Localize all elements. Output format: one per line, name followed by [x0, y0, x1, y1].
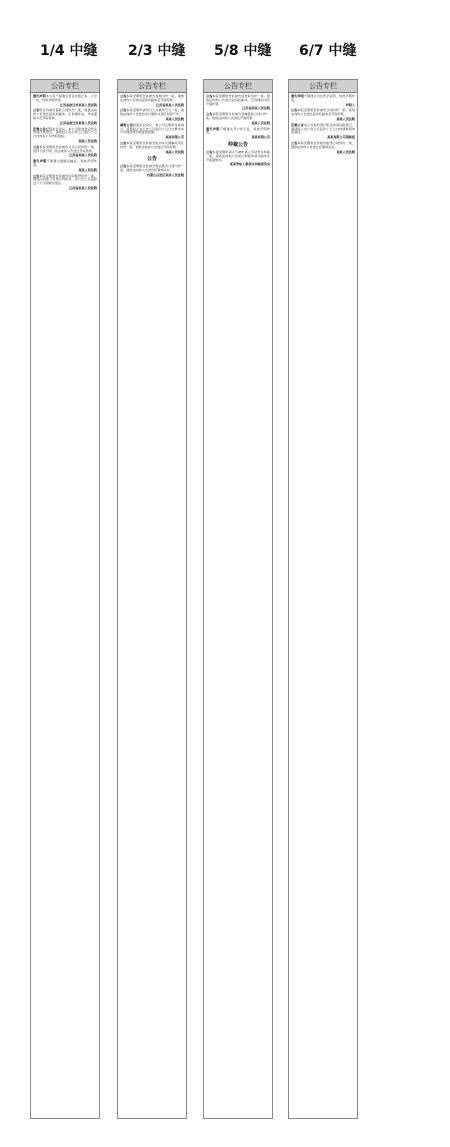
notice-text: 不慎遗失出生医学证明，特此声明作废。: [291, 94, 356, 102]
notice-signature: 某某劳动人事争议仲裁委员会: [229, 162, 270, 167]
notice-text: 本院受理原告诉被告离婚纠纷一案，现依法向你公告送达起诉状副本及开庭传票。: [120, 94, 185, 102]
notice-text: 本院受理原告诉被告机动车交通事故责任纠纷一案，现依法向你公告送达开庭传票。: [120, 140, 185, 149]
notice-text: 不慎遗失道路运输证，特此声明作废。: [33, 159, 98, 167]
notice-signature: 某某人民法院: [78, 138, 97, 143]
notice-text: 本院受理申请执行人与被执行人一案，现依法向你公告送达执行通知书及报告财产令。: [120, 108, 185, 117]
notice-text: 本院受理原告诉被告租赁合同纠纷一案，现依法向你公告送达民事判决书。: [291, 140, 356, 149]
notice-text: 本院受理原告诉被告买卖合同纠纷一案，因你下落不明，依法向你公告送达开庭传票。: [33, 144, 98, 153]
notice-paragraph: [291, 142, 355, 150]
notice-signature: 某某有限公司清算组: [327, 135, 355, 140]
notice-lead: 公告: [120, 140, 127, 145]
notice-text: 本委受理申请人与被申请人劳动争议仲裁一案，现依法向你公告送达仲裁申请书副本及开庭通知书。: [206, 149, 271, 162]
notice-paragraph: [33, 128, 97, 139]
notice-lead: 公告: [291, 140, 298, 145]
notice-signature: 某某人民法院: [251, 120, 270, 125]
notice-signature: 内蒙古自治区某某人民法院: [146, 172, 184, 177]
column-header: 公告专栏: [289, 80, 357, 93]
notice-lead: 公告: [120, 108, 127, 113]
notice-signature: 某某有限公司: [251, 135, 270, 140]
notice-paragraph: [206, 151, 270, 162]
notice-paragraph: [33, 109, 97, 120]
notice-signature: 声明人: [345, 102, 355, 107]
column-body: [118, 93, 186, 1118]
column-body: [31, 93, 99, 1118]
column-header: 公告专栏: [118, 80, 186, 93]
notice-paragraph: [33, 175, 97, 186]
notice-signature: 某某人民法院: [165, 149, 184, 154]
label-2-3: 2/3 中缝: [128, 43, 186, 59]
notice-signature: 某某人民法院: [165, 116, 184, 121]
column-1-4[interactable]: [30, 79, 100, 1119]
notice-text: 本公司拟向登记机关申请注销登记，请债权人自公告之日起四十五日内向清算组申报债权。: [291, 122, 356, 135]
notice-paragraph: [206, 95, 270, 106]
notice-signature: 某某人民法院: [336, 116, 355, 121]
notice-text: 本公司不慎遗失营业执照正本、公章一枚，特此声明作废。: [33, 94, 98, 102]
notice-lead: 遗失声明: [291, 94, 304, 98]
notice-lead: 注销公告: [33, 126, 46, 131]
notice-signature: 江苏省某某人民法院: [156, 102, 184, 107]
notice-text: 原告诉被告借款合同纠纷一案，现依法向你公告送达起诉状副本、应诉通知书、举证通知书及开庭传票。: [33, 108, 98, 120]
notice-signature: 某某人民法院: [78, 167, 97, 172]
column-5-8[interactable]: [203, 79, 273, 1119]
label-5-8: 5/8 中缝: [214, 43, 272, 59]
notice-lead: 公告: [120, 94, 127, 98]
column-body: [204, 93, 272, 1118]
column-header: 公告专栏: [204, 80, 272, 93]
label-1-4: 1/4 中缝: [40, 43, 98, 59]
notice-signature: 某某人民法院: [336, 149, 355, 154]
notice-text: 经股东会决议，本公司拟向登记机关申请注销登记，请债权人自公告之日起四十五日内向本公司申报债权。: [33, 126, 98, 139]
notice-lead: 公告: [33, 108, 40, 113]
label-6-7: 6/7 中缝: [299, 43, 357, 59]
notice-signature: 江苏省宿迁市某某人民法院: [59, 120, 97, 125]
notice-lead: 遗失声明: [206, 126, 220, 131]
notice-text: 经股东会决议，本公司注册资本拟减少，请债权人自公告之日起四十五日内要求本公司清偿债务或提供担保。: [120, 122, 185, 135]
notice-lead: 公告: [206, 112, 213, 117]
column-2-3[interactable]: [117, 79, 187, 1119]
notice-paragraph: [120, 142, 184, 150]
notice-lead: 公告: [33, 144, 40, 149]
column-header: 公告专栏: [31, 80, 99, 93]
notice-lead: 遗失声明: [33, 94, 46, 98]
notice-paragraph: [291, 124, 355, 135]
notice-paragraph: [33, 95, 97, 103]
notice-paragraph: [120, 109, 184, 117]
notice-text: 本院受理原告诉被告金融借款合同纠纷一案，现依法向你公告送达开庭传票。: [206, 112, 271, 120]
notice-paragraph: [206, 113, 270, 121]
notice-lead: 公告: [206, 94, 213, 98]
notice-lead: 公告: [206, 149, 213, 154]
notice-paragraph: [291, 109, 355, 117]
notice-lead: 注销公告: [291, 122, 304, 127]
notice-signature: 江苏省某某人民法院: [242, 106, 270, 111]
section-title: 公告: [146, 156, 157, 163]
notice-lead: 遗失声明: [33, 159, 47, 164]
notice-paragraph: [33, 160, 97, 168]
notice-signature: 江苏省某某人民法院: [69, 153, 97, 158]
section-title: 仲裁公告: [227, 141, 248, 148]
notice-paragraph: [120, 95, 184, 103]
notice-signature: 江苏省宿迁市某某人民法院: [59, 102, 97, 107]
notice-text: 本院受理原告诉被告合同纠纷一案，现依法向你公告送达起诉状副本及开庭传票。: [291, 108, 356, 117]
notice-lead: 减资公告: [120, 122, 133, 127]
column-body: [289, 93, 357, 1118]
column-6-7[interactable]: [288, 79, 358, 1119]
notice-text: 不慎遗失开户许可证，特此声明作废。: [206, 126, 271, 135]
notice-paragraph: [120, 124, 184, 135]
notice-paragraph: [291, 95, 355, 103]
notice-lead: 公告: [291, 108, 298, 113]
notice-signature: 某某有限公司: [165, 135, 184, 140]
notice-text: 本院受理原告诉被告物业服务合同纠纷一案，现依法向你公告送达民事判决书。: [120, 164, 185, 173]
notice-lead: 公告: [120, 164, 127, 169]
notice-lead: 公告: [33, 173, 40, 178]
notice-signature: 江苏省某某人民法院: [69, 185, 97, 190]
notice-text: 本院受理原告诉被告追偿权纠纷一案，现依法向你公告送达起诉状副本、应诉通知书及开庭传票。: [206, 94, 271, 106]
notice-text: 本院受理原告诉被告民间借贷纠纷一案，现依法向你公告送达判决书，自公告之日起经过六十日即视为送达。: [33, 173, 98, 186]
column-labels: [0, 40, 450, 64]
notice-paragraph: [120, 165, 184, 173]
